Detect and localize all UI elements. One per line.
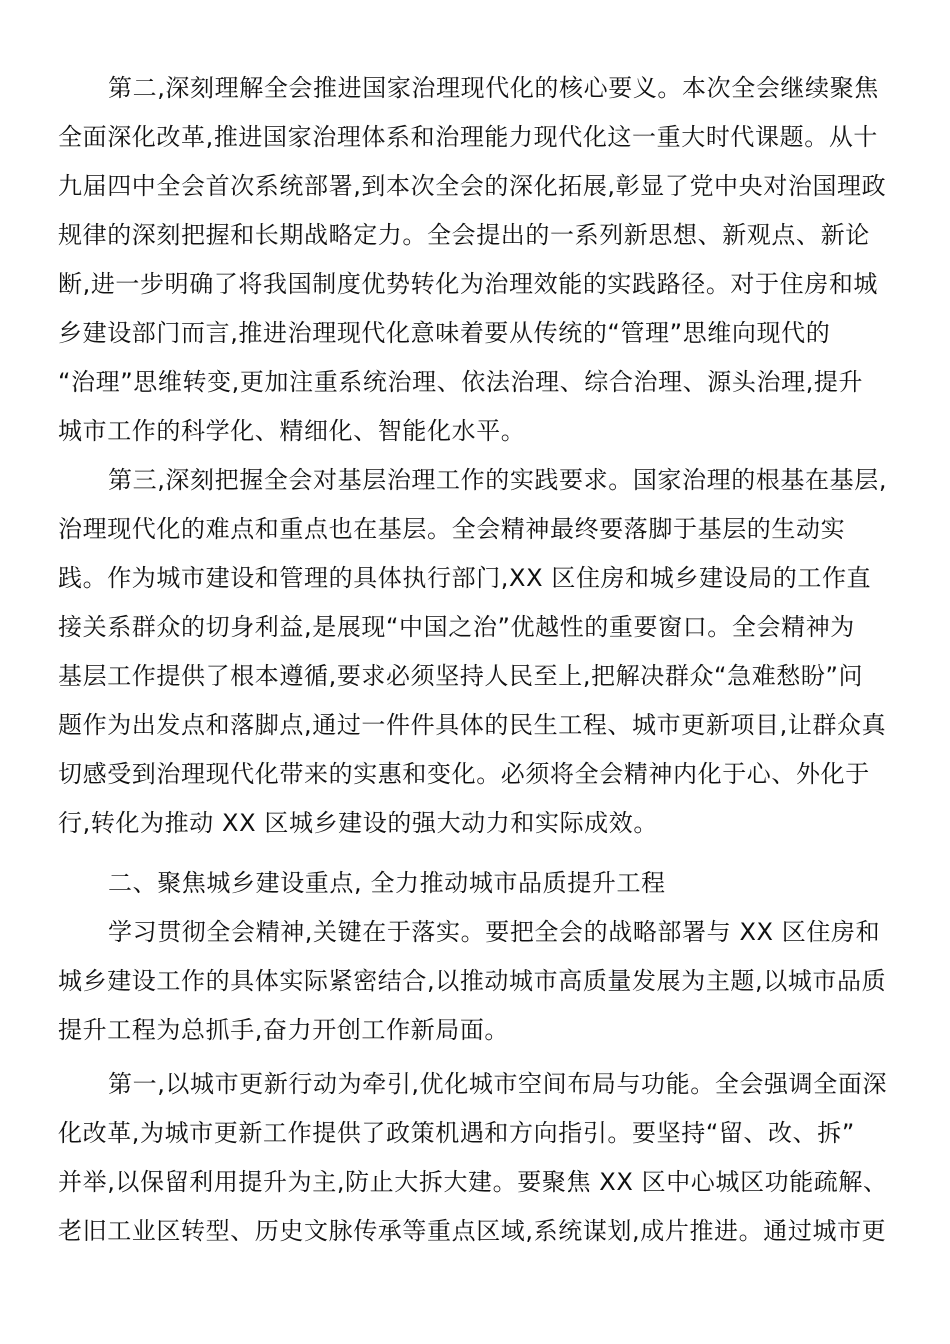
paragraph-line: 断,进一步明确了将我国制度优势转化为治理效能的实践路径。对于住房和城: [58, 270, 879, 298]
section-heading: 二、聚焦城乡建设重点, 全力推动城市品质提升工程: [108, 869, 666, 897]
paragraph-line: 并举,以保留利用提升为主,防止大拆大建。要聚焦 XX 区中心城区功能疏解、: [58, 1168, 888, 1196]
paragraph-line: 第三,深刻把握全会对基层治理工作的实践要求。国家治理的根基在基层,: [108, 466, 888, 494]
paragraph-line: 城市工作的科学化、精细化、智能化水平。: [58, 417, 526, 445]
paragraph-line: 老旧工业区转型、历史文脉传承等重点区域,系统谋划,成片推进。通过城市更: [58, 1217, 887, 1245]
paragraph-line: 接关系群众的切身利益,是展现“中国之治”优越性的重要窗口。全会精神为: [58, 613, 855, 641]
paragraph-line: 九届四中全会首次系统部署,到本次全会的深化拓展,彰显了党中央对治国理政: [58, 172, 887, 200]
paragraph-line: 全面深化改革,推进国家治理体系和治理能力现代化这一重大时代课题。从十: [58, 123, 879, 151]
paragraph-line: 治理现代化的难点和重点也在基层。全会精神最终要落脚于基层的生动实: [58, 515, 846, 543]
paragraph-line: “治理”思维转变,更加注重系统治理、依法治理、综合治理、源头治理,提升: [58, 368, 864, 396]
paragraph-line: 基层工作提供了根本遵循,要求必须坚持人民至上,把解决群众“急难愁盼”问: [58, 662, 864, 690]
paragraph-line: 题作为出发点和落脚点,通过一件件具体的民生工程、城市更新项目,让群众真: [58, 711, 887, 739]
paragraph-line: 切感受到治理现代化带来的实惠和变化。必须将全会精神内化于心、外化于: [58, 760, 870, 788]
paragraph-line: 提升工程为总抓手,奋力开创工作新局面。: [58, 1016, 510, 1044]
paragraph-line: 乡建设部门而言,推进治理现代化意味着要从传统的“管理”思维向现代的: [58, 319, 831, 347]
paragraph-line: 第二,深刻理解全会推进国家治理现代化的核心要义。本次全会继续聚焦: [108, 74, 879, 102]
paragraph-line: 行,转化为推动 XX 区城乡建设的强大动力和实际成效。: [58, 809, 658, 837]
paragraph-line: 化改革,为城市更新工作提供了政策机遇和方向指引。要坚持“留、改、拆”: [58, 1119, 855, 1147]
paragraph-line: 第一,以城市更新行动为牵引,优化城市空间布局与功能。全会强调全面深: [108, 1070, 888, 1098]
paragraph-line: 践。作为城市建设和管理的具体执行部门,XX 区住房和城乡建设局的工作直: [58, 564, 872, 592]
paragraph-line: 城乡建设工作的具体实际紧密结合,以推动城市高质量发展为主题,以城市品质: [58, 967, 887, 995]
paragraph-line: 规律的深刻把握和长期战略定力。全会提出的一系列新思想、新观点、新论: [58, 221, 870, 249]
paragraph-line: 学习贯彻全会精神,关键在于落实。要把全会的战略部署与 XX 区住房和: [108, 918, 881, 946]
